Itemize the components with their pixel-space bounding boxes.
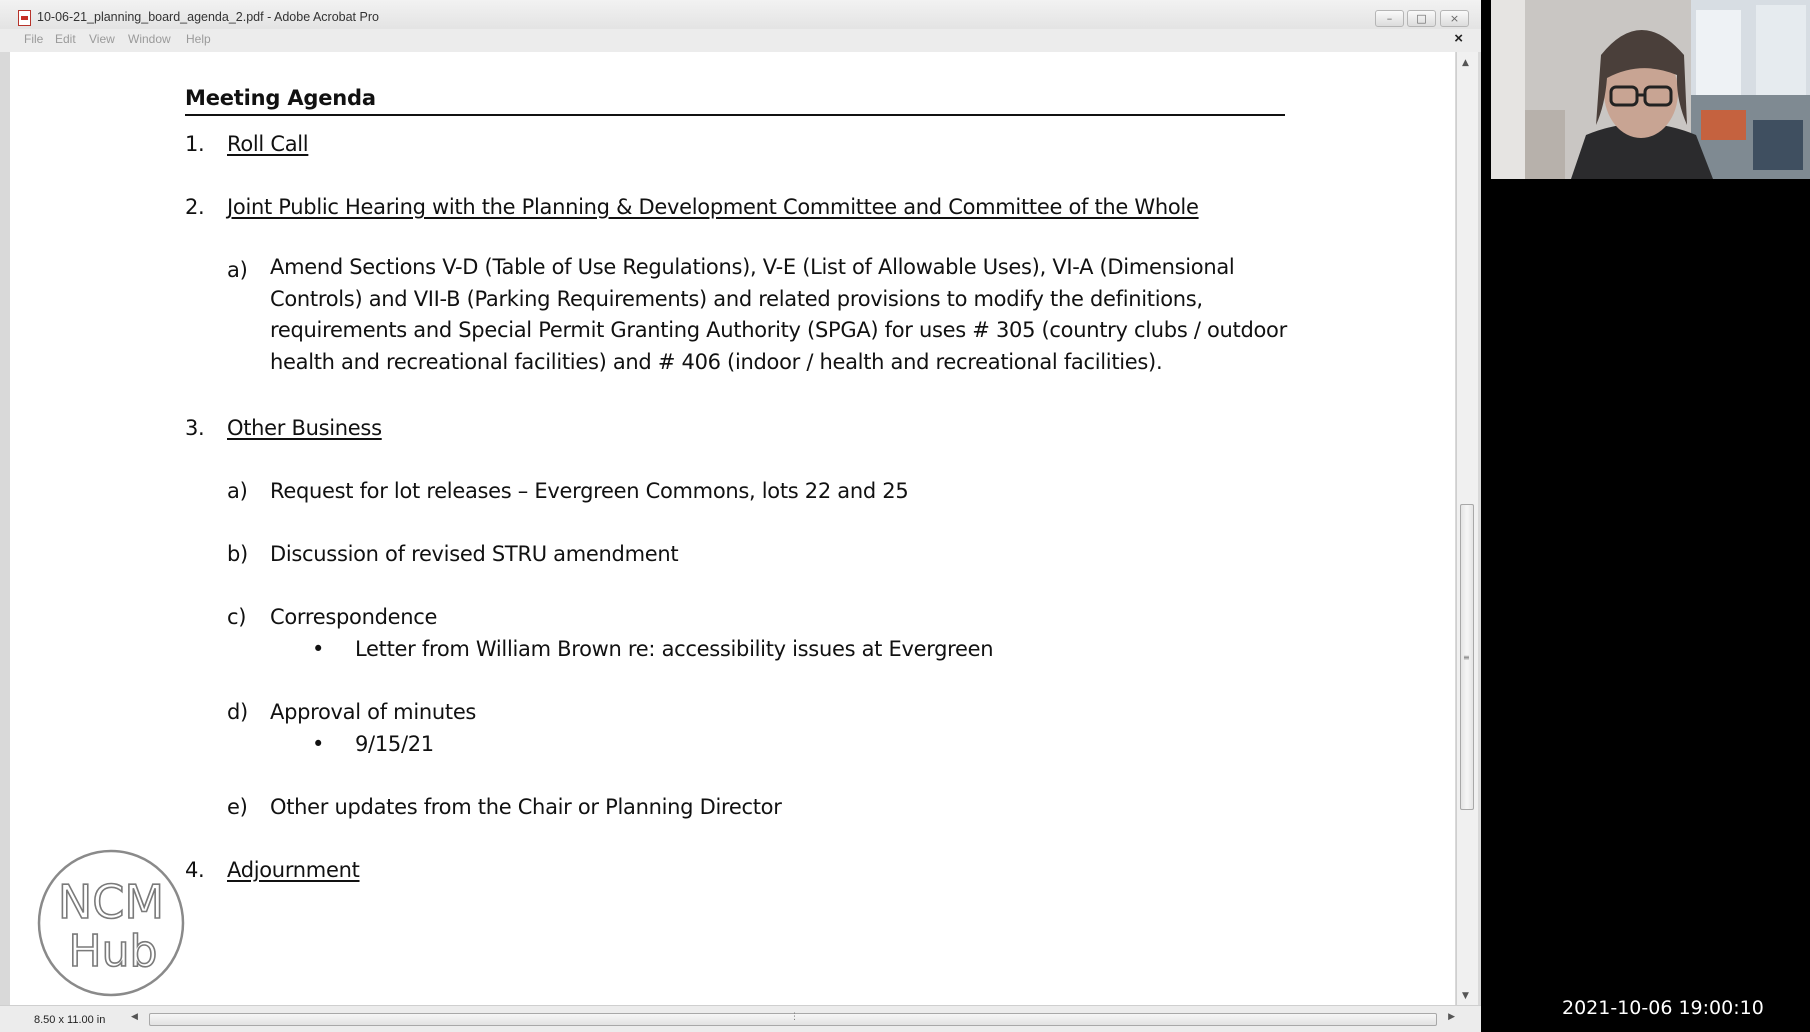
menu-file[interactable]: File [24, 32, 44, 46]
window-title: 10-06-21_planning_board_agenda_2.pdf - Adobe Acrobat Pro [37, 10, 379, 24]
minimize-icon[interactable]: – [1375, 10, 1404, 27]
horizontal-scroll-thumb[interactable] [149, 1013, 1437, 1026]
grip-icon: ⋮ [790, 1012, 799, 1022]
bullet-icon: • [312, 732, 325, 756]
video-timestamp: 2021-10-06 19:00:10 [1562, 997, 1764, 1019]
pdf-file-icon [18, 10, 31, 26]
maximize-icon[interactable]: □ [1407, 10, 1436, 27]
sub-text: Discussion of revised STRU amendment [270, 542, 679, 566]
page-size-label: 8.50 x 11.00 in [34, 1014, 106, 1026]
bullet-text: Letter from William Brown re: accessibility issues at Evergreen [355, 637, 994, 661]
menu-view[interactable]: View [89, 32, 115, 46]
grip-icon: ≡ [1463, 653, 1470, 662]
webcam-video [1491, 0, 1810, 179]
sub-letter: b) [227, 542, 248, 566]
sub-letter: c) [227, 605, 247, 629]
sub-item-2a-text: Amend Sections V-D (Table of Use Regulations), V-E (List of Allowable Uses), VI-A (Dimensional Controls) and VII-B (Parking Requirements) and related provisions to modify the definitions, requirements and Special Permit Granting Authority (SPGA) for uses # 305 (country clubs / outdoor health and recreational facilities) and # 406 (indoor / health and recreational facilities). [270, 255, 1287, 374]
sub-letter: d) [227, 700, 248, 724]
webcam-person-image [1491, 0, 1810, 179]
status-bar [0, 1005, 1481, 1032]
item-label: Adjournment [227, 858, 360, 882]
vertical-scroll-thumb[interactable] [1460, 504, 1474, 810]
scroll-down-icon[interactable]: ▼ [1462, 991, 1469, 1001]
sub-text: Other updates from the Chair or Planning Director [270, 795, 782, 819]
item-number: 1. [185, 132, 205, 156]
menu-bar [0, 29, 1481, 52]
close-icon[interactable]: × [1440, 10, 1469, 27]
item-label: Roll Call [227, 132, 309, 156]
item-number: 3. [185, 416, 205, 440]
menu-help[interactable]: Help [186, 32, 211, 46]
item-label: Joint Public Hearing with the Planning & Development Committee and Committee of the Whole [227, 195, 1199, 219]
logo-line-2: Hub [68, 926, 158, 977]
scroll-left-icon[interactable]: ◀ [131, 1012, 138, 1022]
item-label: Other Business [227, 416, 382, 440]
vertical-scrollbar[interactable] [1456, 52, 1478, 1005]
document-close-icon[interactable]: × [1454, 30, 1463, 47]
item-number: 4. [185, 858, 205, 882]
sub-item-2a-letter: a) [227, 258, 248, 282]
agenda-heading: Meeting Agenda [185, 86, 1285, 116]
document-page[interactable] [10, 52, 1455, 1005]
bullet-text: 9/15/21 [355, 732, 434, 756]
scroll-right-icon[interactable]: ▶ [1448, 1012, 1455, 1022]
sub-text: Approval of minutes [270, 700, 477, 724]
item-number: 2. [185, 195, 205, 219]
ncm-hub-logo [36, 848, 186, 998]
bullet-icon: • [312, 637, 325, 661]
menu-edit[interactable]: Edit [55, 32, 76, 46]
sub-letter: e) [227, 795, 248, 819]
scroll-up-icon[interactable]: ▲ [1462, 58, 1469, 68]
sub-text: Request for lot releases – Evergreen Commons, lots 22 and 25 [270, 479, 909, 503]
logo-line-1: NCM [57, 875, 165, 929]
sub-text: Correspondence [270, 605, 438, 629]
horizontal-scrollbar[interactable] [128, 1012, 1458, 1027]
menu-window[interactable]: Window [128, 32, 171, 46]
sub-letter: a) [227, 479, 248, 503]
